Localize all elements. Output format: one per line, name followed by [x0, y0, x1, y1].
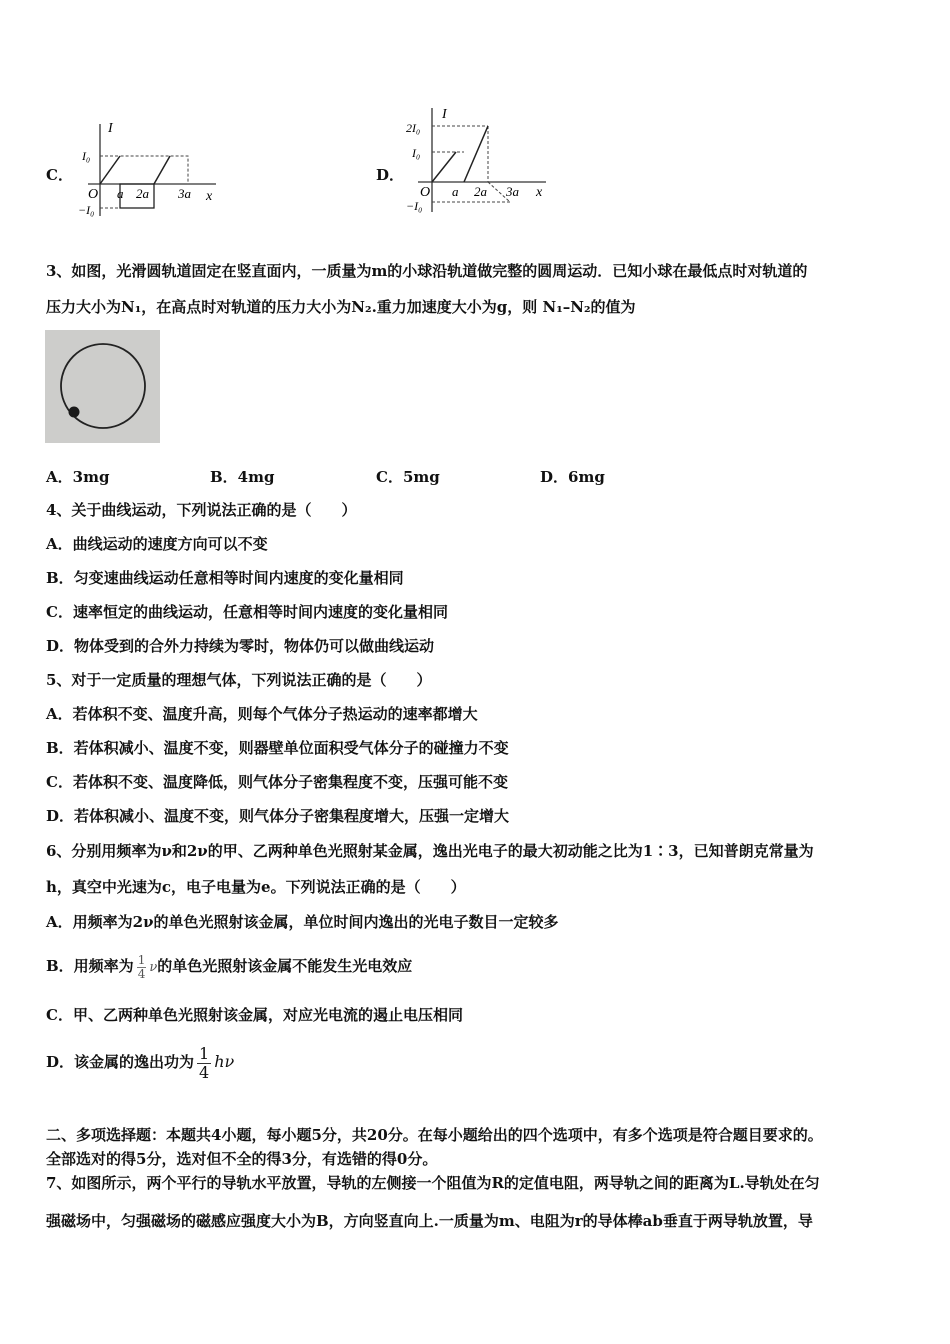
graph-d-option-label: D． [376, 166, 405, 184]
q6-option-b-variable: ν [149, 960, 158, 975]
q3-line-2: 压力大小为N₁，在高点时对轨道的压力大小为N₂.重力加速度大小为g，则 N₁–N₂的值为 [46, 298, 636, 316]
graph-d-tick-a: a [452, 184, 459, 199]
q6-option-b[interactable] [46, 946, 412, 986]
ball-icon [69, 407, 80, 418]
section-2-line-1: 二、多项选择题：本题共4小题，每小题5分，共20分。在每小题给出的四个选项中，有多个选项是符合题目要求的。 [46, 1126, 823, 1144]
graph-d-tick-2i0: 2I₀ [406, 121, 421, 135]
graph-c-rising-segment-1 [100, 156, 120, 184]
q6-option-b-fraction: $\frac{1}{4}$ [137, 952, 146, 981]
q6-option-c[interactable]: C．甲、乙两种单色光照射该金属，对应光电流的遏止电压相同 [46, 1006, 463, 1024]
graph-c-dashed-guide [100, 156, 188, 184]
graph-d-rising-segment-2 [464, 126, 488, 182]
q6-line-2: h，真空中光速为c，电子电量为e。下列说法正确的是（ ） [46, 878, 466, 896]
q4-stem: 4、关于曲线运动，下列说法正确的是（ ） [46, 501, 357, 519]
q4-option-a[interactable]: A．曲线运动的速度方向可以不变 [46, 535, 268, 553]
q3-options [46, 466, 946, 488]
graph-d-tick-3a: 3a [506, 184, 519, 199]
q7-line-2: 强磁场中，匀强磁场的磁感应强度大小为B，方向竖直向上.一质量为m、电阻为r的导体棒ab垂直于两导轨放置，导 [46, 1212, 813, 1230]
graph-d-figure [402, 102, 552, 222]
q5-stem: 5、对于一定质量的理想气体，下列说法正确的是（ ） [46, 671, 432, 689]
graph-c-tick-a: a [117, 186, 124, 201]
q7-line-1: 7、如图所示，两个平行的导轨水平放置，导轨的左侧接一个阻值为R的定值电阻，两导轨之间的距离为L.导轨处在匀 [46, 1174, 820, 1192]
q3-line-1: 3、如图，光滑圆轨道固定在竖直面内，一质量为m的小球沿轨道做完整的圆周运动．已知小球在最低点时对轨道的 [46, 262, 808, 280]
q3-option-b[interactable]: B．4mg [210, 468, 275, 486]
graph-c-tick-3a: 3a [178, 186, 191, 201]
graph-c-origin: O [88, 187, 99, 202]
graph-d-tick-i0: I₀ [412, 146, 421, 160]
q5-option-b[interactable]: B．若体积减小、温度不变，则器壁单位面积受气体分子的碰撞力不变 [46, 739, 509, 757]
q4-option-b[interactable]: B．匀变速曲线运动任意相等时间内速度的变化量相同 [46, 569, 404, 587]
q3-option-a[interactable]: A．3mg [46, 468, 110, 486]
circular-track-photo [45, 330, 160, 443]
graph-c-option-label: C． [46, 166, 73, 184]
q6-option-d-prefix: D．该金属的逸出功为 [46, 1053, 195, 1071]
q5-option-a[interactable]: A．若体积不变、温度升高，则每个气体分子热运动的速率都增大 [46, 705, 478, 723]
q5-option-d[interactable]: D．若体积减小、温度不变，则气体分子密集程度增大，压强一定增大 [46, 807, 510, 825]
graph-c-tick-neg-i0: −I₀ [78, 203, 95, 217]
graph-d-rising-segment-1 [432, 152, 456, 182]
q6-option-d[interactable] [46, 1040, 234, 1084]
graph-c-y-label: I [108, 121, 113, 136]
graph-c-figure [78, 116, 228, 224]
q3-option-c[interactable]: C．5mg [376, 468, 440, 486]
q3-option-d[interactable]: D．6mg [540, 468, 605, 486]
graph-c-tick-2a: 2a [136, 186, 149, 201]
graph-c-x-label: x [206, 189, 213, 204]
graph-d-y-label: I [442, 107, 447, 122]
q6-option-a[interactable]: A．用频率为2ν的单色光照射该金属，单位时间内逸出的光电子数目一定较多 [46, 913, 559, 931]
graph-c-tick-i0: I₀ [82, 149, 91, 163]
graph-c-rising-segment-2 [154, 156, 170, 184]
graph-d-tick-2a: 2a [474, 184, 487, 199]
q6-option-b-prefix: B．用频率为 [46, 957, 134, 975]
graph-d-tick-neg-i0: −I₀ [406, 199, 423, 213]
q6-option-b-suffix: 的单色光照射该金属不能发生光电效应 [157, 957, 413, 975]
q4-option-d[interactable]: D．物体受到的合外力持续为零时，物体仍可以做曲线运动 [46, 637, 435, 655]
q4-option-c[interactable]: C．速率恒定的曲线运动，任意相等时间内速度的变化量相同 [46, 603, 448, 621]
q6-option-d-fraction: $\frac{1}{4}$ [199, 1043, 210, 1082]
q6-option-d-variable: hν [214, 1052, 235, 1071]
q5-option-c[interactable]: C．若体积不变、温度降低，则气体分子密集程度不变，压强可能不变 [46, 773, 508, 791]
graph-d-x-label: x [536, 185, 543, 200]
section-2-line-2: 全部选对的得5分，选对但不全的得3分，有选错的得0分。 [46, 1150, 438, 1168]
graph-d-origin: O [420, 185, 431, 200]
q6-line-1: 6、分别用频率为ν和2ν的甲、乙两种单色光照射某金属，逸出光电子的最大初动能之比为1∶3，已知普朗克常量为 [46, 842, 814, 860]
